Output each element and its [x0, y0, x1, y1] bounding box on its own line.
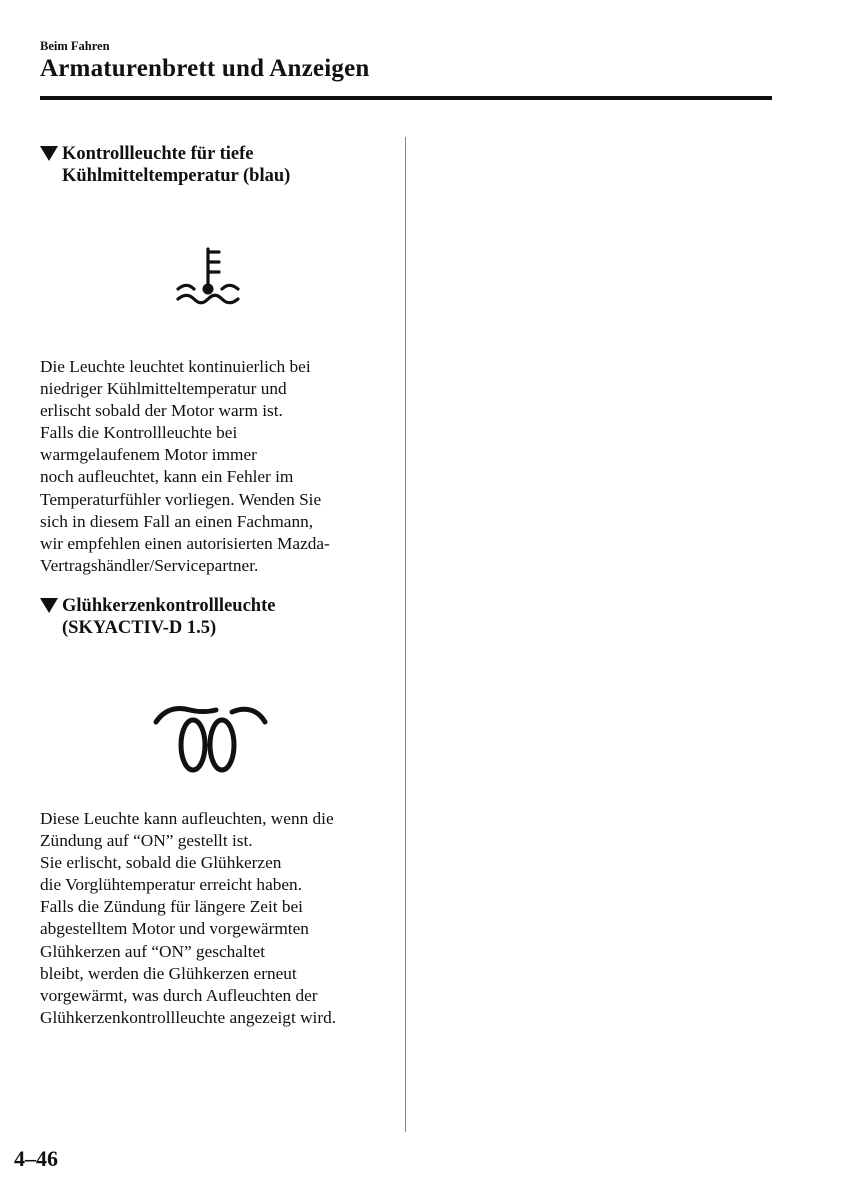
body-line: bleibt, werden die Glühkerzen erneut [40, 963, 297, 983]
body-line: Vertragshändler/Servicepartner. [40, 555, 259, 575]
section-body-coolant [40, 356, 390, 577]
body-line: Falls die Zündung für längere Zeit bei [40, 897, 303, 917]
heading-line: Kontrollleuchte für tiefe [62, 144, 254, 164]
triangle-bullet-icon [40, 598, 58, 613]
body-line: Glühkerzen auf “ON” geschaltet [40, 941, 266, 961]
body-line: Temperaturfühler vorliegen. Wenden Sie [40, 489, 322, 509]
body-line: wir empfehlen einen autorisierten Mazda- [40, 533, 330, 553]
coolant-temperature-icon [172, 243, 244, 305]
body-line: Sie erlischt, sobald die Glühkerzen [40, 853, 282, 873]
section-heading-coolant [40, 143, 290, 187]
section-kicker: Beim Fahren [40, 39, 110, 53]
body-line: abgestelltem Motor und vorgewärmten [40, 919, 309, 939]
title-rule [40, 96, 772, 100]
section-heading-glow-plug [40, 595, 275, 639]
glow-plug-icon [150, 700, 270, 776]
body-line: Die Leuchte leuchtet kontinuierlich bei [40, 357, 311, 376]
page-title: Armaturenbrett und Anzeigen [40, 55, 370, 82]
body-line: die Vorglühtemperatur erreicht haben. [40, 875, 303, 895]
body-line: Falls die Kontrollleuchte bei [40, 423, 238, 443]
body-line: noch aufleuchtet, kann ein Fehler im [40, 467, 294, 487]
body-line: warmgelaufenem Motor immer [40, 445, 257, 465]
section-body-glow-plug [40, 808, 390, 1029]
triangle-bullet-icon [40, 146, 58, 161]
body-line: sich in diesem Fall an einen Fachmann, [40, 511, 314, 531]
column-divider [405, 137, 406, 1132]
body-line: vorgewärmt, was durch Aufleuchten der [40, 985, 318, 1005]
page-number: 4–46 [14, 1146, 58, 1171]
body-line: niedriger Kühlmitteltemperatur und [40, 379, 287, 399]
body-line: erlischt sobald der Motor warm ist. [40, 401, 283, 421]
body-line: Diese Leuchte kann aufleuchten, wenn die [40, 809, 334, 828]
heading-line: Kühlmitteltemperatur (blau) [62, 166, 291, 186]
heading-line: (SKYACTIV-D 1.5) [62, 618, 217, 638]
body-line: Glühkerzenkontrollleuchte angezeigt wird. [40, 1007, 337, 1027]
heading-line: Glühkerzenkontrollleuchte [62, 596, 276, 616]
body-line: Zündung auf “ON” gestellt ist. [40, 831, 253, 851]
